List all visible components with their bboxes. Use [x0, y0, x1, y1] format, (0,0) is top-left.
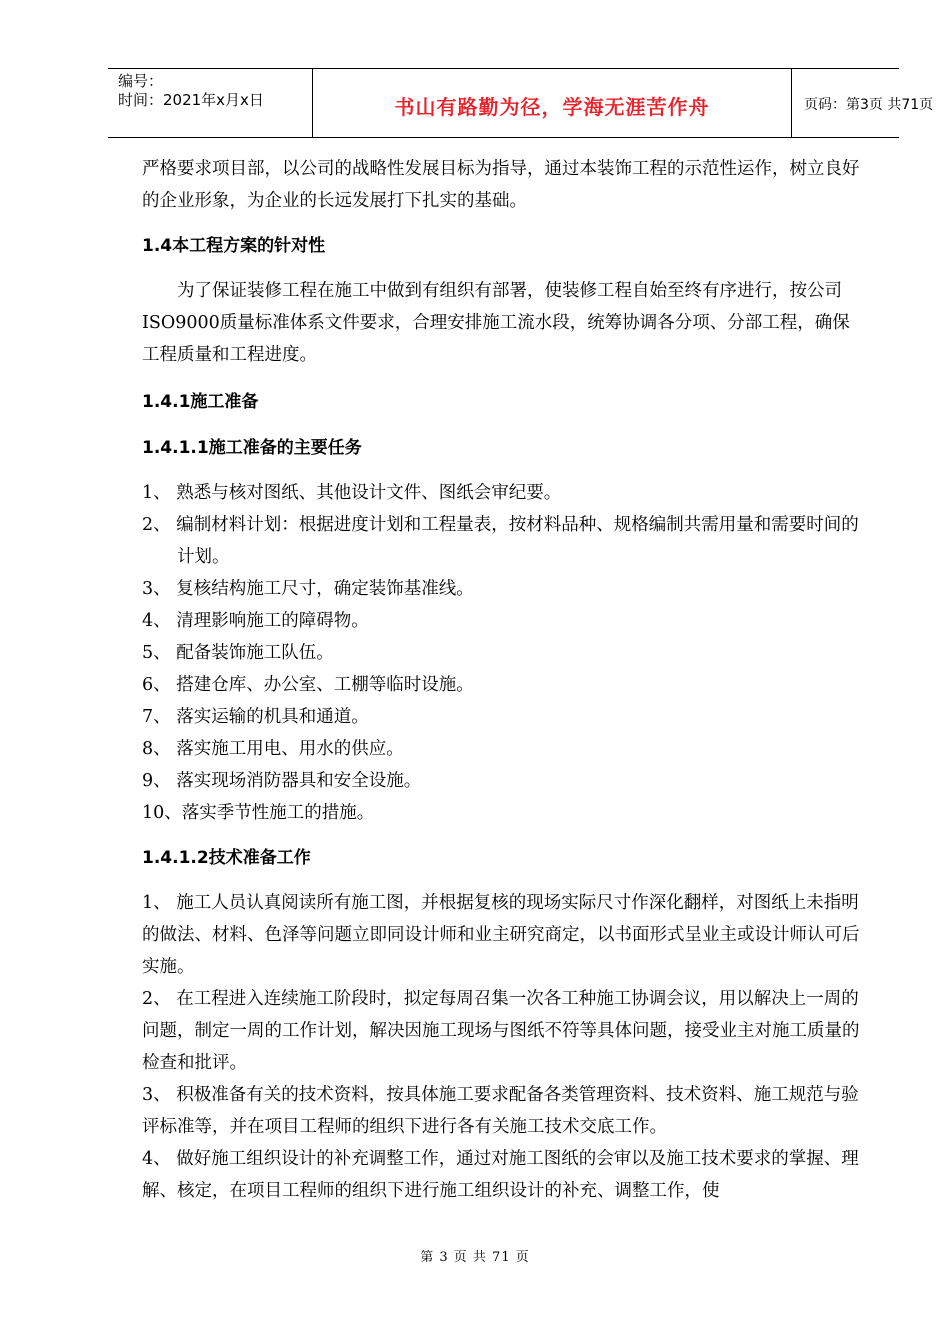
task-list — [142, 477, 864, 829]
header-motto-cell — [313, 69, 792, 137]
time-label: 时间：2021年x月x日 — [118, 91, 264, 109]
paragraph: 为了保证装修工程在施工中做到有组织有部署，使装修工程自始至终有序进行，按公司ISO9000质量标准体系文件要求，合理安排施工流水段，统筹协调各分项、分部工程，确保工程质量和工程进度。 — [142, 281, 850, 365]
list-item: 1、 熟悉与核对图纸、其他设计文件、图纸会审纪要。 — [142, 483, 562, 503]
list-item: 4、 做好施工组织设计的补充调整工作，通过对施工图纸的会审以及施工技术要求的掌握、理解、核定，在项目工程师的组织下进行施工组织设计的补充、调整工作，使 — [142, 1149, 859, 1201]
section-heading: 1.4.1施工准备 — [142, 392, 259, 412]
list-item: 7、 落实运输的机具和通道。 — [142, 707, 369, 727]
list-item: 3、 复核结构施工尺寸，确定装饰基准线。 — [142, 579, 474, 599]
list-item: 9、 落实现场消防器具和安全设施。 — [142, 771, 422, 791]
header-page-cell — [792, 69, 934, 137]
list-item: 3、 积极准备有关的技术资料，按具体施工要求配备各类管理资料、技术资料、施工规范与验评标准等，并在项目工程师的组织下进行各有关施工技术交底工作。 — [142, 1085, 859, 1137]
tech-prep-list — [142, 887, 864, 1207]
number-label: 编号： — [118, 72, 164, 90]
list-item: 1、 施工人员认真阅读所有施工图，并根据复核的现场实际尺寸作深化翻样，对图纸上未指明的做法、材料、色泽等问题立即同设计师和业主研究商定，以书面形式呈业主或设计师认可后实施。 — [142, 893, 860, 977]
motto: 书山有路勤为径，学海无涯苦作舟 — [394, 95, 710, 119]
page-header — [108, 68, 934, 138]
header-meta-cell — [108, 69, 313, 137]
document-body — [142, 153, 864, 1207]
list-item: 10、落实季节性施工的措施。 — [142, 803, 375, 823]
list-item: 2、 在工程进入连续施工阶段时，拟定每周召集一次各工种施工协调会议，用以解决上一周的问题，制定一周的工作计划，解决因施工现场与图纸不符等具体问题，接受业主对施工质量的检查和批评。 — [142, 989, 860, 1073]
paragraph: 严格要求项目部，以公司的战略性发展目标为指导，通过本装饰工程的示范性运作，树立良好的企业形象，为企业的长远发展打下扎实的基础。 — [142, 159, 860, 211]
list-item: 4、 清理影响施工的障碍物。 — [142, 611, 369, 631]
section-heading: 1.4.1.1施工准备的主要任务 — [142, 438, 362, 458]
list-item: 5、 配备装饰施工队伍。 — [142, 643, 334, 663]
section-heading: 1.4.1.2技术准备工作 — [142, 848, 311, 868]
page-footer: 第 3 页 共 71 页 — [420, 1250, 530, 1265]
page-info: 页码：第3页 共71页 — [804, 97, 934, 113]
list-item: 8、 落实施工用电、用水的供应。 — [142, 739, 404, 759]
list-item: 2、 编制材料计划：根据进度计划和工程量表，按材料品种、规格编制共需用量和需要时间的计划。 — [142, 515, 859, 567]
section-heading: 1.4本工程方案的针对性 — [142, 236, 326, 256]
list-item: 6、 搭建仓库、办公室、工棚等临时设施。 — [142, 675, 474, 695]
